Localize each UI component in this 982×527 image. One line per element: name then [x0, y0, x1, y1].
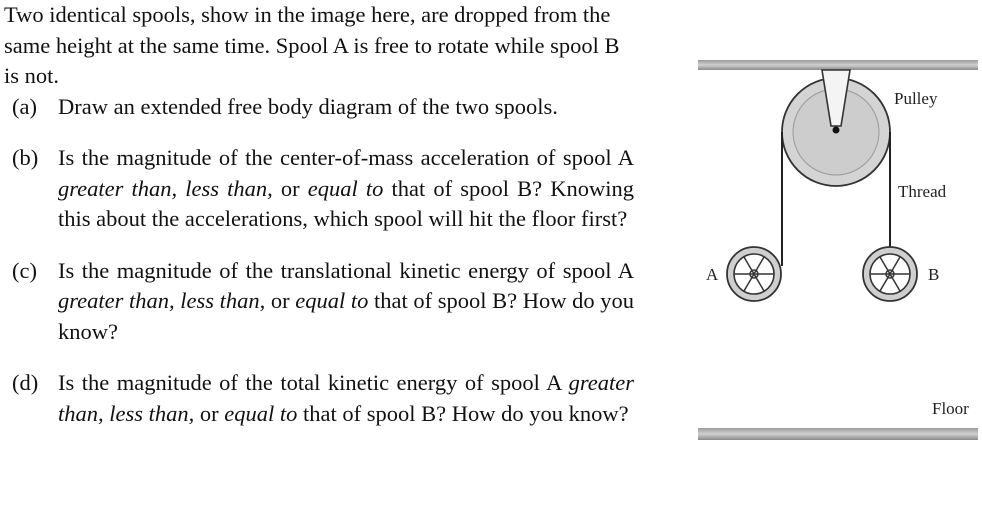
part-c-label: (c): [12, 257, 37, 283]
part-d-text: [58, 368, 634, 429]
part-b: [4, 143, 634, 235]
text-segment: greater than, less than,: [58, 175, 273, 201]
text-segment: Is the magnitude of the total kinetic energy of spool A: [58, 370, 569, 395]
spool-a-label: A: [706, 265, 719, 284]
text-segment: equal to: [224, 400, 298, 426]
text-segment: greater than, less than,: [58, 370, 634, 426]
text-segment: Is the magnitude of the translational kinetic energy of spool A: [58, 257, 634, 283]
text-segment: that of spool B? How do you know?: [297, 400, 629, 426]
part-c-text: [58, 256, 634, 348]
part-c: [4, 256, 634, 348]
pulley-axle: [833, 127, 840, 134]
floor-label: Floor: [932, 399, 969, 418]
part-a: [4, 92, 634, 123]
text-segment: greater than, less than,: [58, 288, 266, 313]
spool-b-label: B: [928, 265, 940, 284]
ceiling-bar: [698, 60, 978, 70]
text-segment: Is the magnitude of the center-of-mass acceleration of spool A: [58, 145, 634, 170]
problem-intro: Two identical spools, show in the image here, are dropped from the same height at the same time. Spool A is free to rotate while spool B is not.: [4, 2, 620, 88]
thread-label: Thread: [898, 182, 947, 201]
spool-b: [863, 247, 917, 301]
part-b-label: (b): [12, 145, 39, 170]
part-d-label: (d): [12, 370, 39, 395]
text-segment: that of spool B? How do you know?: [58, 288, 635, 344]
problem-text: [4, 0, 634, 429]
part-b-text: [58, 143, 634, 235]
part-a-label: (a): [12, 93, 37, 119]
text-segment: or: [265, 288, 296, 313]
part-d: [4, 368, 634, 429]
pulley-diagram: [690, 52, 982, 452]
text-segment: Draw an extended free body diagram of the two spools.: [58, 93, 558, 119]
floor-bar: [698, 428, 978, 440]
text-segment: equal to: [307, 175, 384, 201]
text-segment: equal to: [295, 288, 369, 313]
text-segment: or: [272, 175, 308, 201]
spool-a: [727, 247, 781, 301]
pulley-label: Pulley: [894, 89, 938, 108]
text-segment: or: [194, 400, 225, 426]
text-segment: that of spool B? Knowing this about the accelerations, which spool will hit the floor first?: [58, 175, 635, 231]
part-a-text: [58, 92, 634, 123]
